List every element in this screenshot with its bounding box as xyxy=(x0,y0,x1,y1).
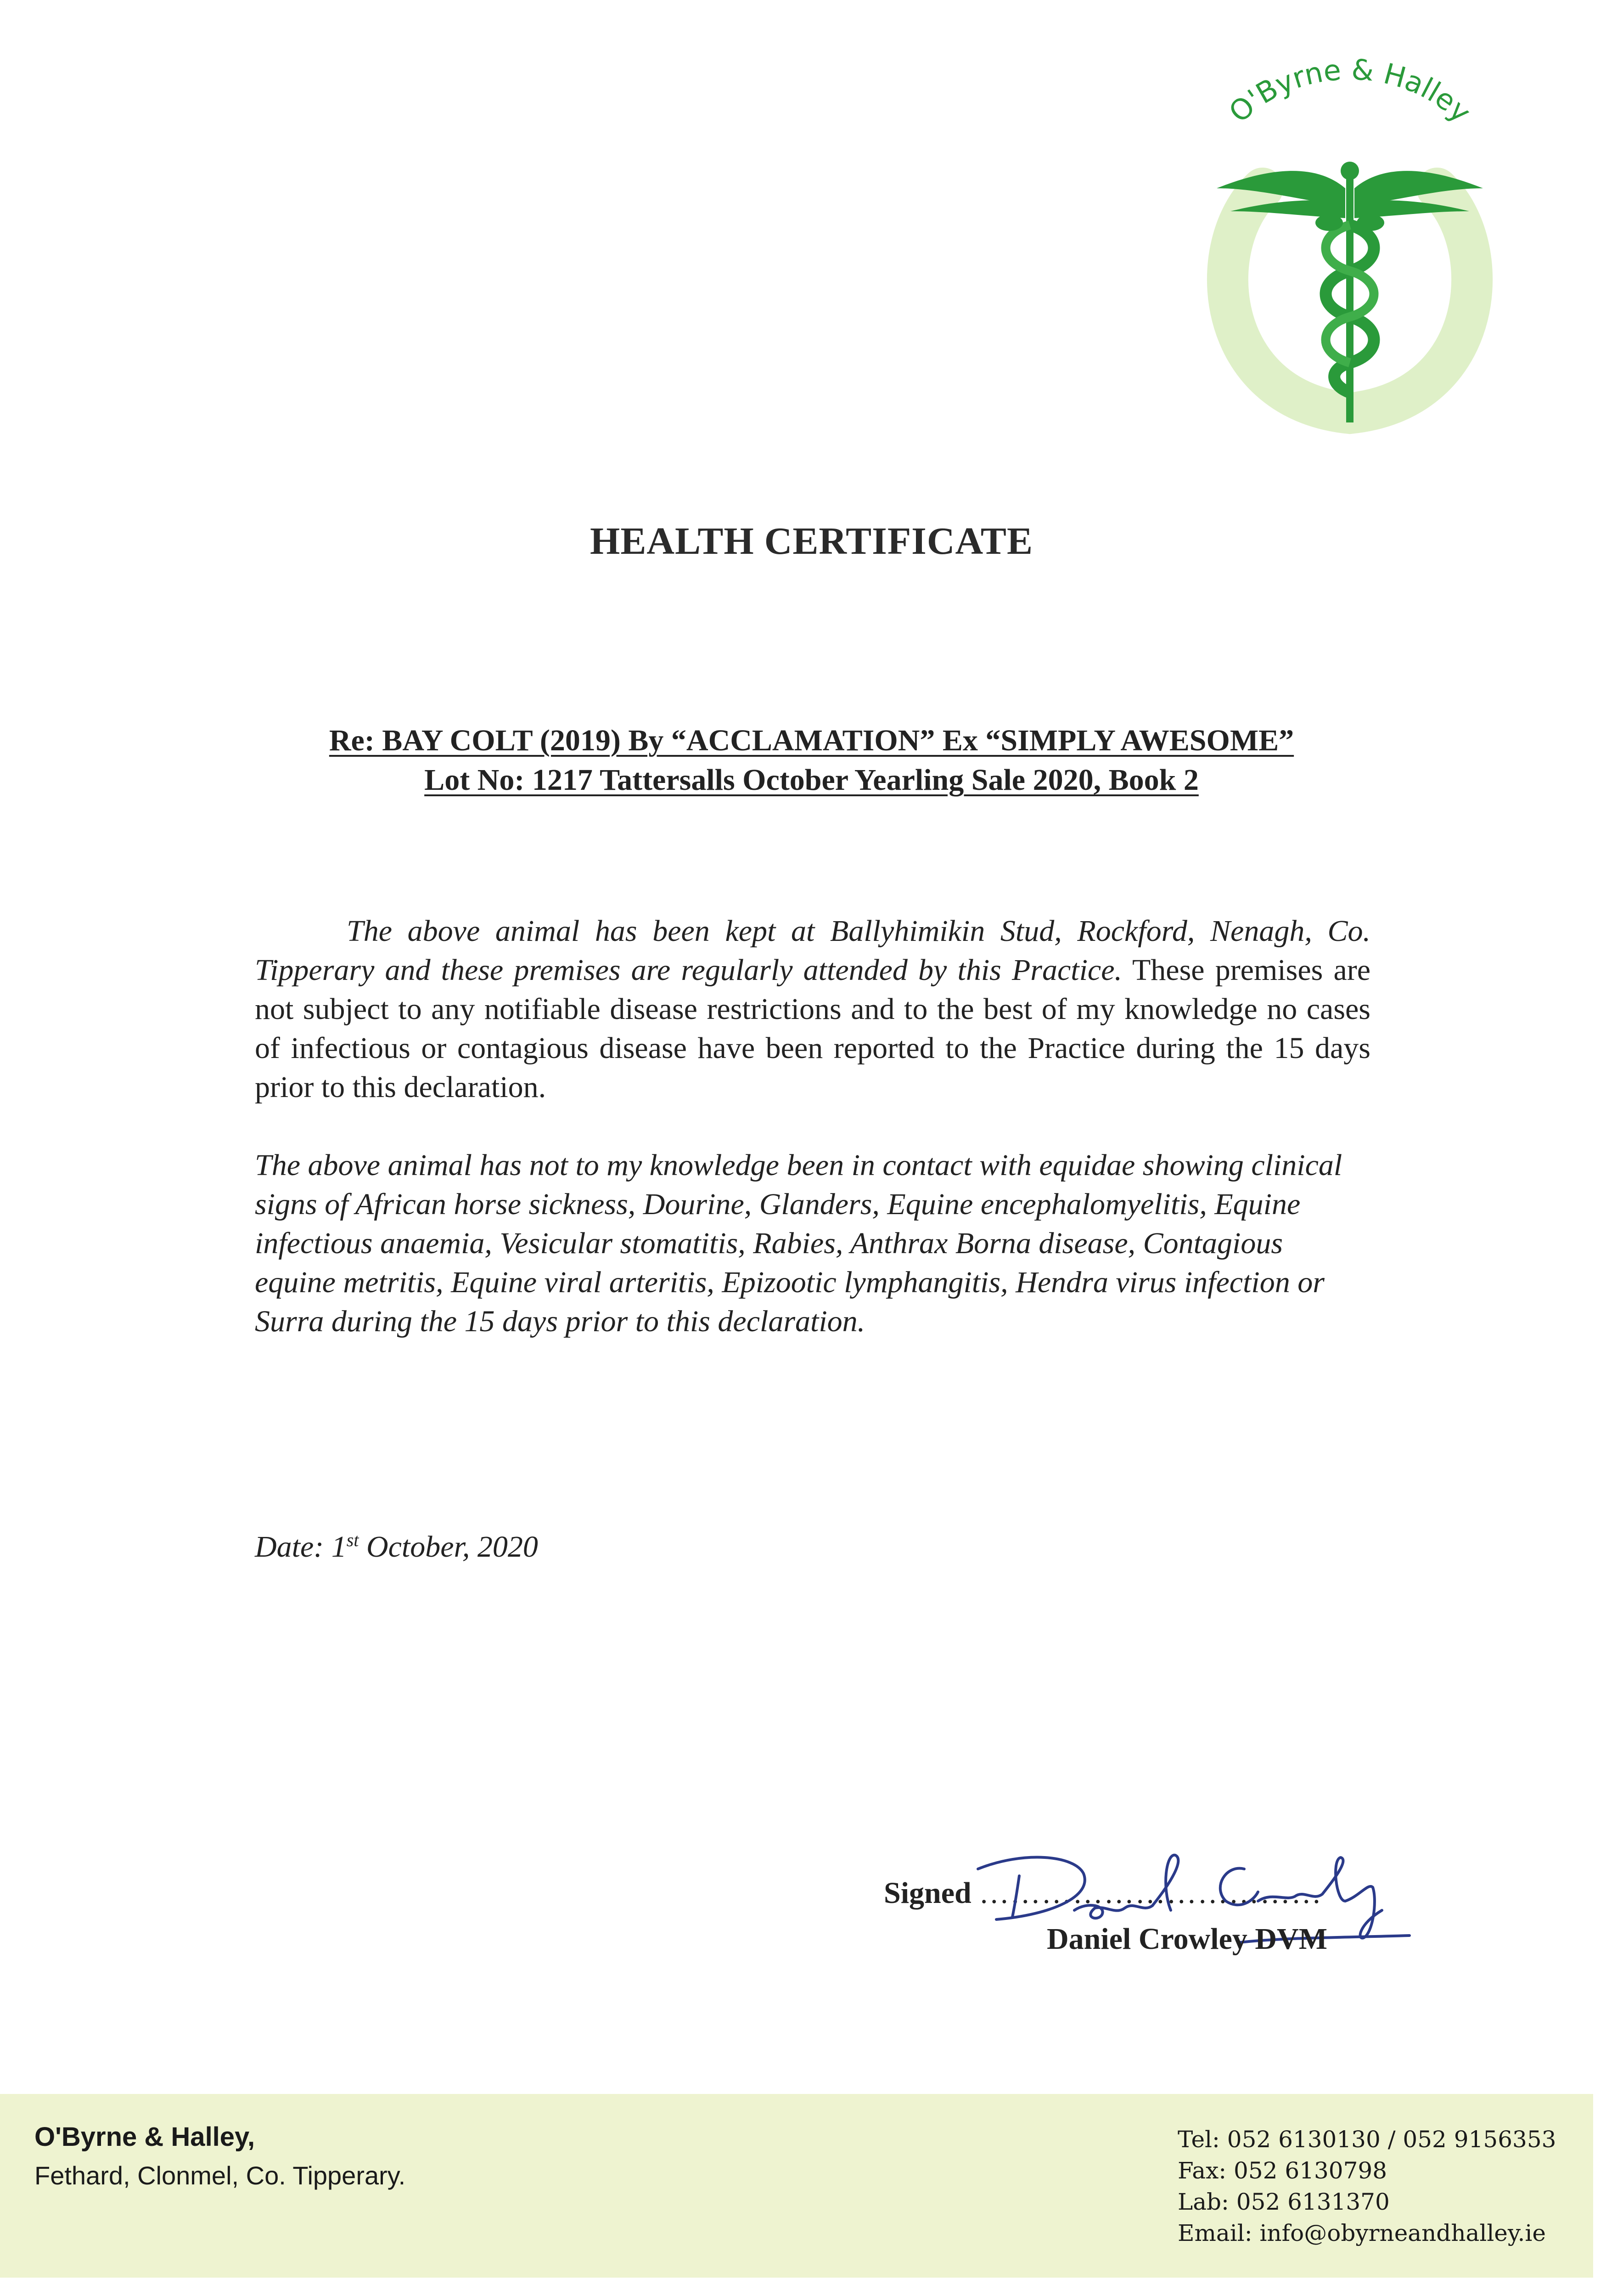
subject-heading xyxy=(0,721,1623,800)
footer-company-name: O'Byrne & Halley, xyxy=(34,2122,255,2152)
letterhead-footer xyxy=(0,2094,1593,2278)
premises-paragraph xyxy=(255,912,1370,1107)
footer-email: Email: info@obyrneandhalley.ie xyxy=(1178,2220,1546,2246)
subject-line-lot: Lot No: 1217 Tattersalls October Yearling Sale 2020, Book 2 xyxy=(424,763,1199,797)
signature-dots: …………………………… xyxy=(979,1876,1323,1910)
footer-fax: Fax: 052 6130798 xyxy=(1178,2157,1387,2184)
footer-address: Fethard, Clonmel, Co. Tipperary. xyxy=(34,2161,406,2190)
logo-text: O'Byrne & Halley xyxy=(1222,52,1478,129)
document-title: HEALTH CERTIFICATE xyxy=(590,520,1033,563)
signed-label: Signed xyxy=(884,1876,972,1910)
premises-regular-text: These premises are not subject to any notifiable disease restrictions and to the best of my knowledge no cases of infectious or contagious disease have been reported to the Practice during the 15 days prior to this declaration. xyxy=(255,953,1371,1104)
contact-declaration-paragraph: The above animal has not to my knowledge been in contact with equidae showing clinical signs of African horse sickness, Dourine, Glanders, Equine encephalomyelitis, Equine infectious anaemia, Vesicular stomatitis, Rabies, Anthrax Borna disease, Contagious equine metritis, Equine viral arteritis, Epizootic lymphangitis, Hendra virus infection or Surra during the 15 days prior to this declaration. xyxy=(255,1148,1342,1338)
footer-contact-block xyxy=(1178,2124,1556,2249)
company-logo xyxy=(1175,51,1524,436)
caduceus-horseshoe-icon xyxy=(1175,51,1524,436)
certificate-date: Date: 1st October, 2020 xyxy=(255,1530,538,1564)
signer-name: Daniel Crowley DVM xyxy=(1047,1922,1328,1956)
footer-tel: Tel: 052 6130130 / 052 9156353 xyxy=(1178,2126,1556,2153)
subject-line-horse: Re: BAY COLT (2019) By “ACCLAMATION” Ex “SIMPLY AWESOME” xyxy=(329,724,1294,757)
footer-lab: Lab: 052 6131370 xyxy=(1178,2189,1390,2215)
premises-italic-text: The above animal has been kept at Ballyhimikin Stud, Rockford, Nenagh, Co. Tipperary and these premises are regularly attended by this Practice. xyxy=(255,914,1370,987)
